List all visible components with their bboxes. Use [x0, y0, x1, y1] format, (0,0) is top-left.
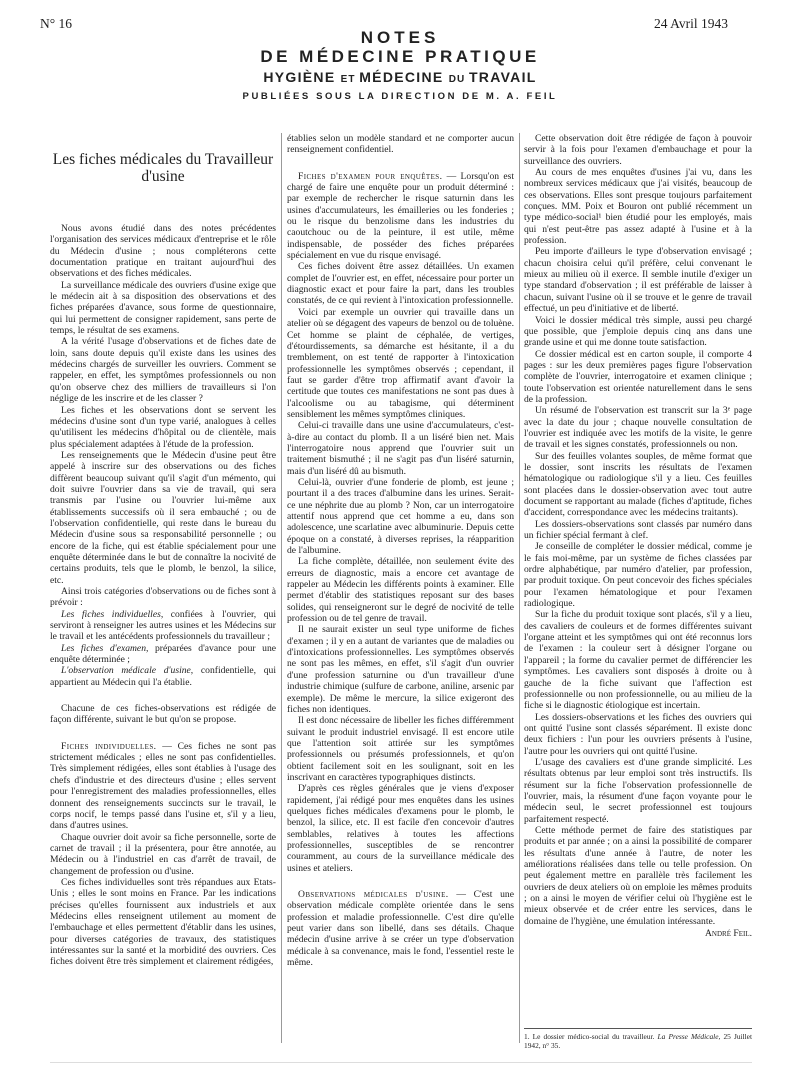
footnote-text: 1. Le dossier médico-social du travailleur. [524, 1032, 658, 1041]
paragraph [50, 665, 276, 688]
paragraph: Peu importe d'ailleurs le type d'observation envisagé ; chacun choisira celui qu'il préfère, celui convenant le mieux au milieu où il exerce. Il semble inutile d'exiger un type standard d'observation ; il est préférable de laisser à chacun, suivant l'usine où il se trouve et le genre de travail effectué, un peu d'initiative et de liberté. [524, 246, 752, 315]
masthead-direction: PUBLIÉES SOUS LA DIRECTION DE M. A. FEIL [242, 91, 558, 102]
paragraph: Ces fiches doivent être assez détaillées. Un examen complet de l'ouvrier est, en effet, nécessaire pour porter un diagnostic exact et pour faire la part, dans les troubles constatés, de ce qui revient à l'intoxication professionnelle. [287, 261, 514, 307]
paragraph-text: — Lorsqu'on est chargé de faire une enquête pour un produit déterminé : par exemple de rechercher le risque saturnin dans les usines d'accumulateurs, les émailleries ou les fonderies ; ou le risque du benzolisme dans les industries du caoutchouc ou de la peinture, il est utile, même indispensable, de posséder des fiches préparées spécialement en vue du risque envisagé. [287, 170, 514, 262]
issue-number: N° 16 [40, 16, 73, 31]
paragraph: Sur des feuilles volantes souples, de même format que le dossier, sont inscrits les résultats de l'examen hématologique ou radiologique s'il y a lieu. Ces feuilles sont placées dans le dossier-observation avec tout autre document se rapportant au malade (fiches d'aptitude, fiches d'accident, correspondance avec les médecins traitants). [524, 450, 752, 519]
paragraph [50, 741, 276, 832]
paragraph: Les dossiers-observations sont classés par numéro dans un fichier spécial fermant à clef. [524, 518, 752, 542]
paragraph: Il ne saurait exister un seul type uniforme de fiches d'examen ; il y en a autant de variantes que de maladies ou d'intoxications professionnelles. Les symptômes observés ne sont pas les mêmes, en effet, s'il s'agit d'un ouvrier d'une profession saturnine ou d'un travailleur d'une industrie chimique (sulfure de carbone, aniline, arsenic par exemple). De même le mercure, la silice exigeront des fiches non identiques. [287, 624, 514, 715]
paragraph: La fiche complète, détaillée, non seulement évite des erreurs de diagnostic, mais a encore cet avantage de rappeler au Médecin les différents points à examiner. Elle permet d'établir des statistiques reposant sur des bases solides, qui renseigneront sur le degré de nocivité de telle profession ou de tel genre de travail. [287, 556, 514, 625]
section-heading: Observations médicales d'usine. [298, 889, 449, 900]
paragraph: Ce dossier médical est en carton souple, il comporte 4 pages : sur les deux premières pages figure l'observation complète de l'ouvrier, interrogatoire et examen clinique ; toute l'observation est orientée naturellement dans le sens de la profession. [524, 348, 752, 405]
paragraph: Il est donc nécessaire de libeller les fiches différemment suivant le produit industriel envisagé. Il est encore utile que l'attention soit attirée sur les symptômes professionnels ou présumés professionnels, et qu'on obtient facilement soit en les soulignant, soit en les inscrivant en caractères typographiques distincts. [287, 715, 514, 783]
author-signature: André Feil. [705, 928, 752, 940]
paragraph: Au cours de mes enquêtes d'usines j'ai vu, dans les nombreux services médicaux que j'ai visités, beaucoup de ces observations. Elles sont presque toujours parfaitement conçues. MM. Poix et Bouron ont publié récemment un type médico-social¹ bien étudié pour les employés, mais qui n'est peut-être pas assez adapté à l'usine et à la profession. [524, 167, 752, 247]
masthead [0, 28, 800, 104]
paragraph: Ainsi trois catégories d'observations ou de fiches sont à prévoir : [50, 586, 276, 609]
issue-date: 24 Avril 1943 [654, 16, 728, 31]
paragraph-text: — Ces fiches ne sont pas strictement médicales ; elles ne sont pas confidentielles. Très simplement rédigées, elles sont établies à l'usage des chefs d'industrie et des directeurs d'usine ; elles servent pour l'enregistrement des maladies professionnelles, elles donnent des renseignements succincts sur le travail, le corps nocif, le temps passé dans l'usine et, s'il y a lieu, dans d'autres usines. [50, 740, 276, 832]
paragraph: Les fiches et les observations dont se servent les médecins d'usine sont d'un type varié, analogues à celles qu'utilisent les médecins d'hôpital ou de clientèle, mais plus spécialement adaptées à l'étude de la profession. [50, 404, 276, 450]
footnote [524, 1028, 752, 1050]
section-heading: Fiches d'examen pour enquêtes. [298, 170, 443, 182]
paragraph: D'après ces règles générales que je viens d'exposer rapidement, j'ai rédigé pour mes enquêtes dans les usines quelques fiches médicales d'examens pour le plomb, le benzol, la silice, etc. Il est facile d'en concevoir d'autres semblables, relatives à toutes les affections professionnelles, susceptibles de se rencontrer couramment, au cours de la surveillance médicale des usines et ateliers. [287, 783, 514, 874]
article-title: Les fiches médicales du Travailleur d'usine [52, 151, 274, 185]
spacer [50, 688, 276, 703]
paragraph: Voici le dossier médical très simple, aussi peu chargé que possible, que j'emploie depuis cinq ans dans une grande usine et qui me donne toute satisfaction. [524, 314, 752, 349]
paragraph: A la vérité l'usage d'observations et de fiches date de loin, sans doute depuis qu'il existe dans les usines des médecins chargés de surveiller les ouvriers. Comment se rappeler, en effet, les symptômes professionnels ou non qu'on observe chez des milliers de travailleurs si l'on néglige de les inscrire et de les classer ? [50, 336, 276, 405]
emphasis: L'observation médicale d'usine, [61, 665, 194, 677]
paragraph: Un résumé de l'observation est transcrit sur la 3ᵉ page avec la date du jour ; chaque nouvelle consultation de l'ouvrier est indiquée avec les motifs de la visite, le genre de travail et les signes constatés, professionnels ou non. [524, 405, 752, 451]
emphasis: Les fiches d'examen, [61, 642, 149, 654]
footnote-journal: La Presse Médicale, [657, 1032, 721, 1041]
bottom-rule [50, 1062, 752, 1063]
paragraph-text: préparées d'avance pour une enquête déterminée ; [50, 642, 276, 666]
paragraph: Ces fiches individuelles sont très répandues aux Etats-Unis ; elles le sont moins en France. Par les indications précises qu'elles fournissent aux industriels et aux Médecins elles renseignent utilement au moment de l'embauchage et elles permettent d'établir dans les usines, pour diverses catégories de travaux, des statistiques intéressantes sur la santé et la morbidité des ouvriers. Ces fiches doivent être très simplement et clairement rédigées, [50, 876, 276, 968]
masthead-line-2: DE MÉDECINE PRATIQUE [260, 47, 540, 66]
masthead-line-1: NOTES [360, 28, 440, 47]
paragraph: Les renseignements que le Médecin d'usine peut être appelé à inscrire sur des observations ou des fiches diffèrent beaucoup suivant qu'il s'agit d'un mémento, qui doit suivre l'ouvrier dans sa vie de travail, qui sera transmis par l'usine ou l'ouvrier lui-même aux établissements successifs où il sera embauché ; ou de l'observation confidentielle, qui reste dans le bureau du Médecin d'usine sous sa responsabilité personnelle ; ou encore de la fiche, qui est établie spécialement pour une enquête déterminée dans le but de connaître la nocivité de certains produits, tels que le plomb, le benzol, la silice, etc. [50, 449, 276, 586]
paragraph: Chacune de ces fiches-observations est rédigée de façon différente, suivant le but qu'on se propose. [50, 703, 276, 726]
paragraph: Celui-là, ouvrier d'une fonderie de plomb, est jeune ; pourtant il a des traces d'albumine dans les urines. Serait-ce une néphrite due au plomb ? Non, car un interrogatoire attentif nous apprend que cet homme a eu, dans son adolescence, une scarlatine avec albuminurie. Depuis cette époque on a constaté, à diverses reprises, la réapparition de l'albumine. [287, 476, 514, 557]
paragraph [287, 889, 514, 968]
masthead-hygiene: HYGIÈNE [263, 69, 341, 85]
paragraph: Nous avons étudié dans des notes précédentes l'organisation des services médicaux d'entreprise et le rôle du Médecin d'usine ; nous compléterons cette documentation pratique en traitant aujourd'hui des observations et des fiches médicales. [50, 223, 276, 280]
paragraph: Cette méthode permet de faire des statistiques par produits et par année ; on a ainsi la possibilité de comparer les résultats d'une année à l'autre, de noter les améliorations réalisées dans telle ou telle profession. On peut également mettre en parallèle très facilement les ouvriers de deux ateliers où on emploie les mêmes produits ; on a ainsi le moyen de vérifier celui où l'hygiène est le mieux observée et de créer entre les services, dans le domaine de l'hygiène, une émulation intéressante. [524, 824, 752, 927]
masthead-du: DU [448, 74, 469, 85]
column-1 [50, 133, 276, 1024]
paragraph: Les dossiers-observations et les fiches des ouvriers qui ont quitté l'usine sont classés séparément. Il existe donc deux fichiers : l'un pour les ouvriers présents à l'usine, l'autre pour les ouvriers qui ont quitté l'usine. [524, 711, 752, 757]
paragraph-text: confidentielle, qui appartient au Médecin qui l'a établie. [50, 665, 276, 688]
emphasis: Les fiches individuelles, [61, 608, 164, 620]
paragraph-text: — C'est une observation médicale complète orientée dans le sens profession et maladie professionnelle. C'est dire qu'elle peut varier dans son libellé, dans ses détails. Chaque médecin d'usine arrive à se créer un type d'observation médicale à sa convenance, mais le fond, l'essentiel reste le même. [287, 889, 514, 969]
paragraph: Chaque ouvrier doit avoir sa fiche personnelle, sorte de carnet de travail ; il la présentera, pour être annotée, au Médecin ou à l'industriel en cas d'arrêt de travail, de changement de profession ou d'usine. [50, 831, 276, 877]
paragraph: La surveillance médicale des ouvriers d'usine exige que le médecin ait à sa disposition des observations et des fiches préparées d'avance, sous forme de questionnaire, qui lui permettent de consigner rapidement, sans perte de temps, le résultat de ses examens. [50, 279, 276, 337]
spacer [287, 156, 514, 171]
column-divider [281, 133, 282, 1043]
column-divider [519, 133, 520, 1043]
paragraph: établies selon un modèle standard et ne comporter aucun renseignement confidentiel. [287, 133, 514, 156]
masthead-line-3 [0, 68, 800, 89]
paragraph [287, 171, 514, 262]
spacer [287, 874, 514, 889]
footnote-reference: 25 Juillet 1942, n° 35. [524, 1032, 753, 1050]
masthead-travail: TRAVAIL [468, 69, 537, 85]
section-heading: Fiches individuelles. [61, 740, 157, 752]
paragraph: Cette observation doit être rédigée de façon à pouvoir servir à la fois pour l'examen d'embauchage et pour la surveillance des ouvriers. [524, 133, 752, 167]
paragraph [50, 643, 276, 666]
paragraph: Celui-ci travaille dans une usine d'accumulateurs, c'est-à-dire au contact du plomb. Il a un liséré bien net. Mais l'interrogatoire nous apprend que l'ouvrier suit un traitement bismuthé ; il ne s'agit pas d'un liséré saturnin, mais d'un liséré dû au bismuth. [287, 420, 514, 477]
paragraph: Je conseille de compléter le dossier médical, comme je le fais moi-même, par un système de fiches classées par ordre alphabétique, par numéro d'atelier, par profession, par produit toxique. On peut concevoir des fiches spéciales pour l'examen hématologique et pour l'examen radiologique. [524, 541, 752, 610]
paragraph [50, 609, 276, 643]
column-3 [524, 133, 752, 1024]
column-2 [287, 133, 514, 1024]
masthead-medecine: MÉDECINE [359, 69, 449, 85]
spacer [50, 726, 276, 741]
paragraph-text: confiées à l'ouvrier, qui serviront à renseigner les autres usines et les Médecins sur le travail et les antécédents professionnels du travailleur ; [50, 608, 276, 643]
masthead-et: ET [340, 74, 360, 85]
paragraph: Sur la fiche du produit toxique sont placés, s'il y a lieu, des cavaliers de couleurs et de formes différentes suivant l'organe atteint et les symptômes qui ont été reconnus lors de l'examen : la couleur sert à désigner l'organe ou l'appareil ; la forme du cavalier permet de différencier les symptômes. Les cavaliers sont disposés à droite ou à gauche de la fiche suivant que l'affection est professionnelle ou non professionnelle, ou au milieu de la fiche si le diagnostic étiologique est incertain. [524, 609, 752, 712]
paragraph: L'usage des cavaliers est d'une grande simplicité. Les résultats obtenus par leur emploi sont très instructifs. Ils résument sur la fiche l'observation professionnelle de l'ouvrier, mais, la résument d'une façon voyante pour le médecin seul, le secret professionnel est toujours parfaitement respecté. [524, 756, 752, 825]
paragraph: Voici par exemple un ouvrier qui travaille dans un atelier où se dégagent des vapeurs de benzol ou de toluène. Cet homme se plaint de céphalée, de vertiges, d'étourdissements, sa démarche est hésitante, il a du tremblement, on est tenté de rapporter à l'intoxication professionnelle les symptômes observés ; cependant, il faut se garder d'être trop affirmatif avant d'avoir la certitude que toutes ces manifestations ne sont pas dues à l'alcoolisme ou au tabagisme, qui déterminent sensiblement les mêmes symptômes cliniques. [287, 306, 514, 420]
